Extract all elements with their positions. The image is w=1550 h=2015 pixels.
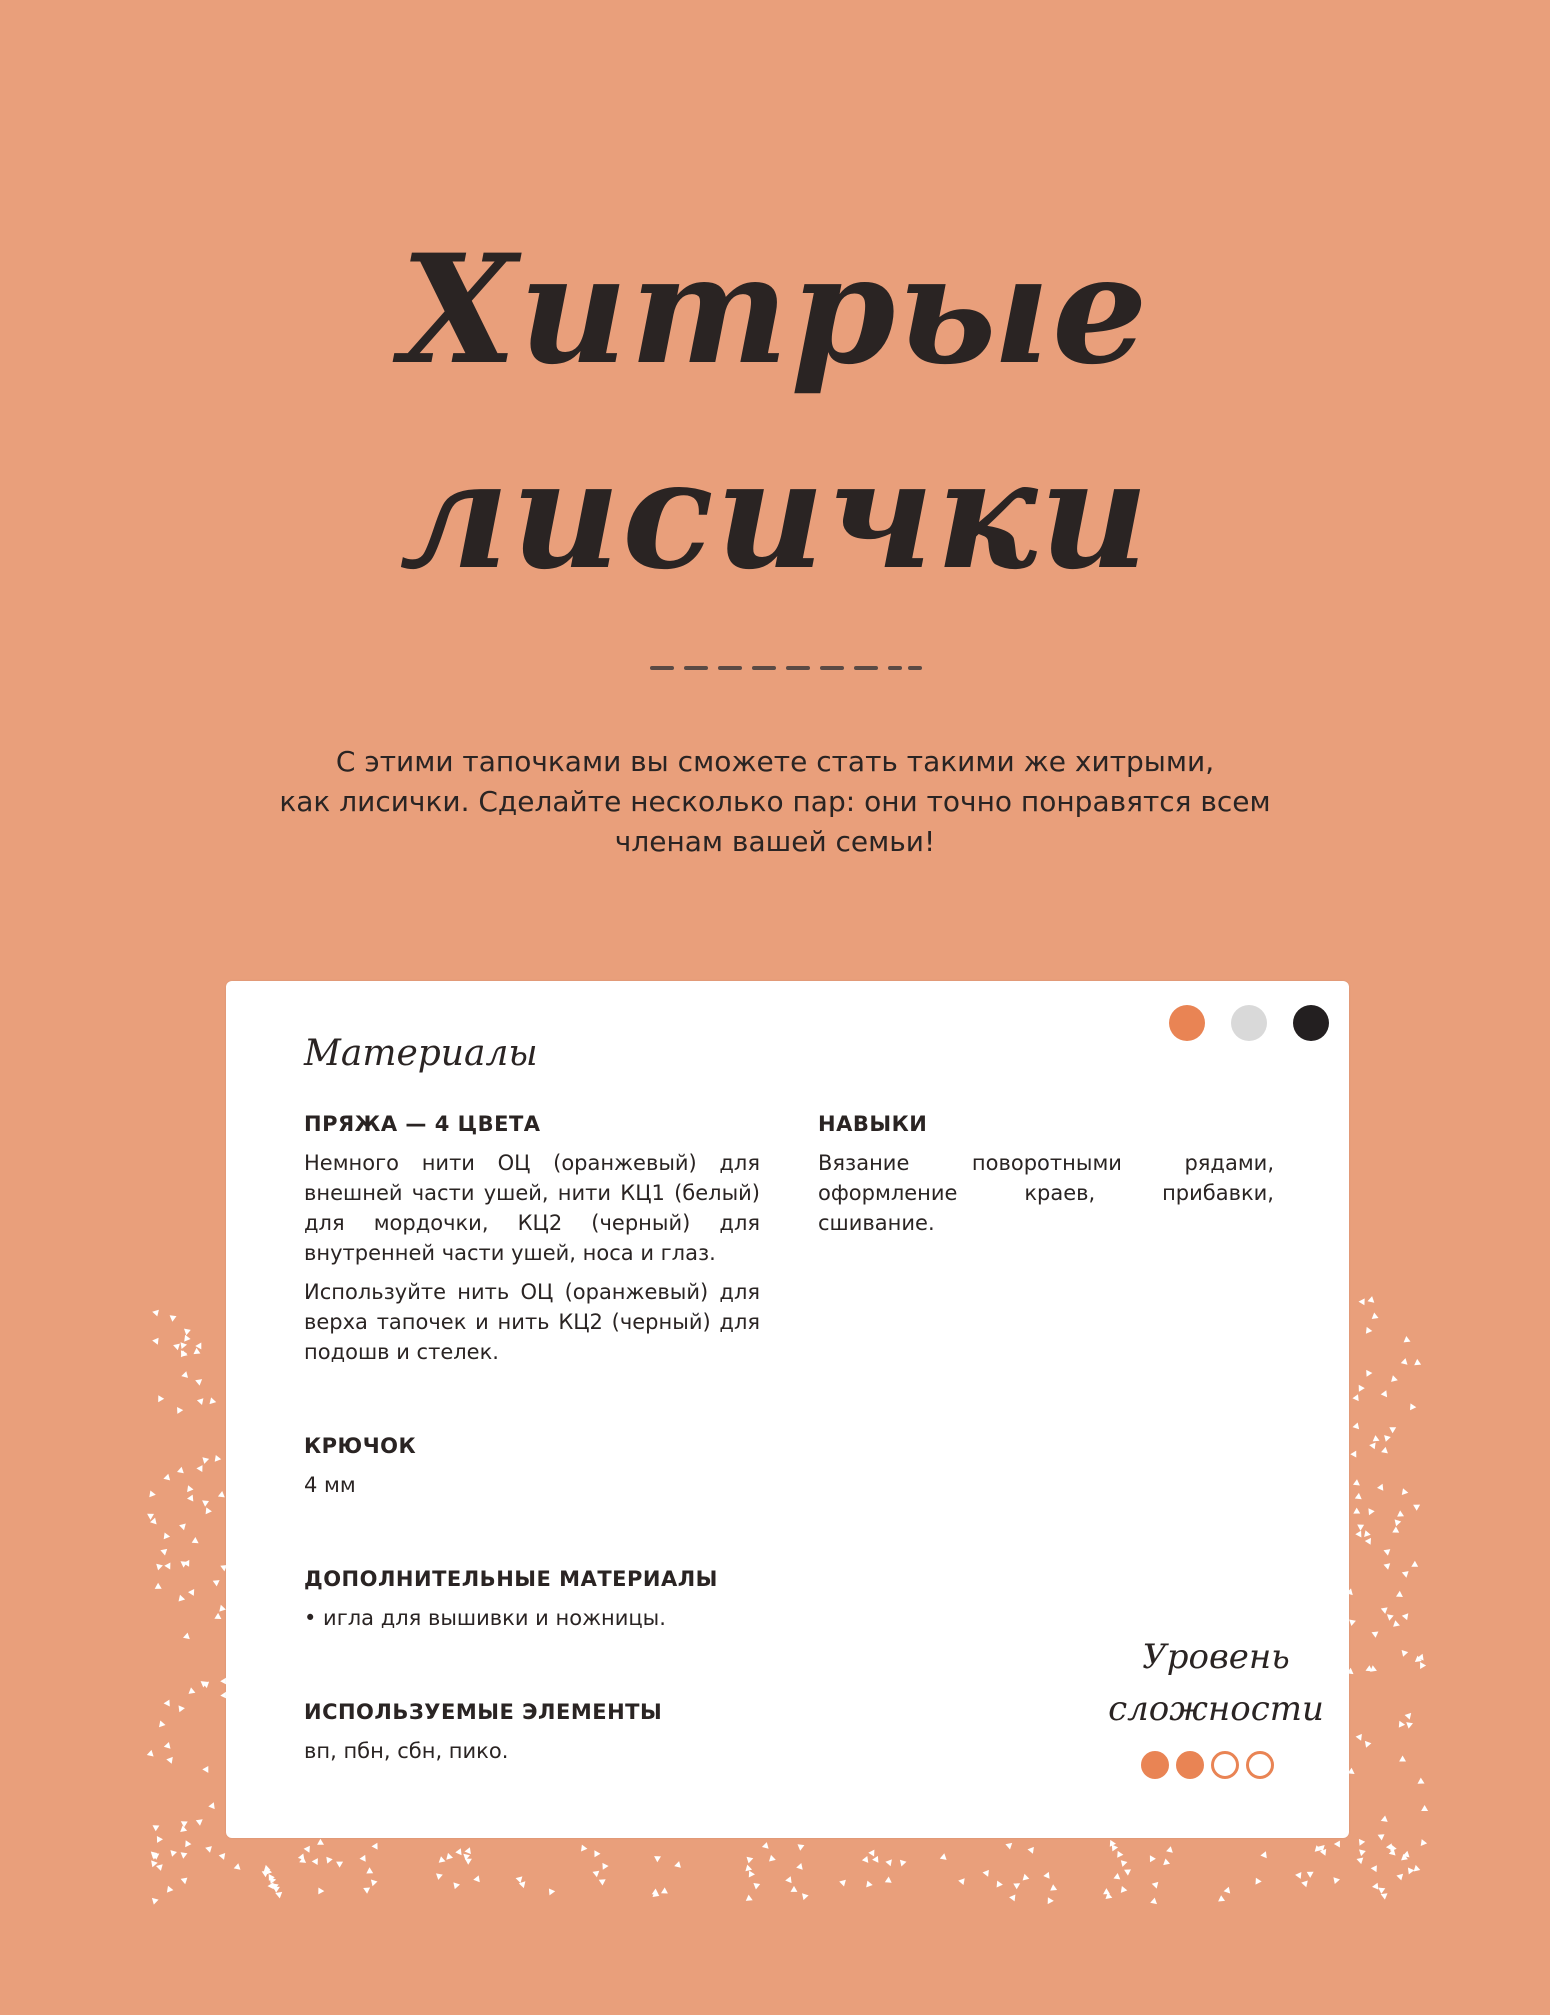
skills-title: НАВЫКИ <box>818 1112 928 1136</box>
confetti-mark <box>1256 1878 1262 1885</box>
confetti-mark <box>317 1839 324 1845</box>
confetti-mark <box>363 1888 370 1894</box>
confetti-mark <box>1384 1549 1391 1556</box>
confetti-mark <box>1406 1722 1413 1729</box>
confetti-mark <box>1391 1375 1398 1382</box>
confetti-mark <box>1359 1839 1365 1846</box>
extra-materials-title: ДОПОЛНИТЕЛЬНЫЕ МАТЕРИАЛЫ <box>304 1567 718 1591</box>
confetti-mark <box>1307 1872 1314 1878</box>
confetti-mark <box>1378 1888 1385 1894</box>
confetti-mark <box>885 1877 892 1883</box>
color-dot-black <box>1293 1005 1329 1041</box>
confetti-mark <box>1381 1893 1388 1899</box>
confetti-mark <box>189 1687 196 1694</box>
confetti-mark <box>1381 1816 1388 1822</box>
confetti-mark <box>184 1335 190 1342</box>
confetti-mark <box>366 1867 373 1873</box>
confetti-mark <box>674 1861 681 1868</box>
materials-heading: Материалы <box>304 1033 538 1074</box>
confetti-mark <box>1384 1563 1391 1570</box>
confetti-mark <box>360 1855 366 1862</box>
confetti-mark <box>1414 1359 1421 1365</box>
confetti-mark <box>160 1549 167 1556</box>
difficulty-label-line2: сложности <box>1108 1689 1324 1729</box>
confetti-mark <box>185 1840 191 1847</box>
confetti-mark <box>900 1860 907 1867</box>
confetti-mark <box>170 1850 177 1857</box>
skills-column <box>818 1112 1274 1247</box>
confetti-mark <box>184 1329 191 1336</box>
materials-column <box>304 1112 760 1775</box>
confetti-mark <box>181 1852 188 1858</box>
stitches-title: ИСПОЛЬЗУЕМЫЕ ЭЛЕМЕНТЫ <box>304 1700 663 1724</box>
intro-line: как лисички. Сделайте несколько пар: они точно понравятся всем <box>279 785 1271 818</box>
confetti-mark <box>753 1883 760 1890</box>
confetti-mark <box>997 1881 1003 1888</box>
confetti-mark <box>1402 1650 1409 1657</box>
confetti-mark <box>1353 1508 1360 1514</box>
confetti-mark <box>167 1886 174 1893</box>
stitches-list: вп, пбн, сбн, пико. <box>304 1739 509 1763</box>
confetti-mark <box>219 1853 226 1860</box>
confetti-mark <box>866 1881 873 1888</box>
confetti-mark <box>796 1863 803 1870</box>
confetti-mark <box>181 1350 187 1357</box>
confetti-mark <box>1048 1897 1054 1904</box>
confetti-mark <box>326 1857 332 1864</box>
hook-size: 4 мм <box>304 1473 356 1497</box>
confetti-mark <box>1013 1883 1020 1889</box>
confetti-mark <box>206 1507 212 1514</box>
confetti-mark <box>1366 1665 1373 1671</box>
confetti-mark <box>1414 1865 1421 1872</box>
confetti-mark <box>181 1821 188 1827</box>
confetti-mark <box>192 1537 199 1543</box>
confetti-mark <box>371 1880 378 1887</box>
confetti-mark <box>1381 1390 1387 1397</box>
confetti-mark <box>862 1856 868 1863</box>
page-title-line2: лисички <box>399 427 1151 603</box>
confetti-mark <box>1353 1479 1360 1485</box>
confetti-mark <box>1359 1298 1365 1305</box>
confetti-mark <box>1356 1734 1362 1741</box>
confetti-mark <box>202 1457 209 1464</box>
confetti-mark <box>594 1850 600 1857</box>
intro-line: членам вашей семьи! <box>614 825 936 858</box>
confetti-mark <box>208 1802 214 1809</box>
confetti-mark <box>446 1853 453 1860</box>
confetti-mark <box>1373 1435 1380 1441</box>
confetti-mark <box>275 1892 282 1899</box>
confetti-mark <box>1166 1846 1173 1853</box>
confetti-mark <box>187 1495 193 1502</box>
confetti-mark <box>197 1398 204 1405</box>
hook-title: КРЮЧОК <box>304 1434 417 1458</box>
confetti-mark <box>170 1315 177 1321</box>
confetti-mark <box>336 1862 343 1868</box>
confetti-mark <box>1368 1508 1374 1515</box>
confetti-mark <box>157 1836 163 1843</box>
confetti-mark <box>164 1563 170 1570</box>
confetti-mark <box>1387 1614 1394 1621</box>
confetti-mark <box>1393 1620 1400 1627</box>
confetti-mark <box>214 1613 221 1619</box>
confetti-mark <box>1401 1358 1408 1365</box>
confetti-mark <box>1381 1607 1388 1614</box>
confetti-mark <box>1399 1721 1405 1728</box>
confetti-mark <box>1152 1882 1159 1889</box>
confetti-mark <box>153 1825 160 1831</box>
extra-materials-item: • игла для вышивки и ножницы. <box>304 1606 666 1630</box>
confetti-mark <box>1402 1613 1409 1620</box>
confetti-mark <box>188 1589 194 1596</box>
confetti-mark <box>1357 1858 1364 1865</box>
confetti-mark <box>219 1605 226 1612</box>
confetti-mark <box>465 1859 472 1865</box>
confetti-mark <box>196 1819 203 1825</box>
confetti-mark <box>158 1395 164 1402</box>
confetti-mark <box>1413 1505 1420 1511</box>
confetti-mark <box>318 1888 324 1895</box>
difficulty-dot-filled <box>1141 1751 1169 1779</box>
confetti-mark <box>453 1882 460 1889</box>
confetti-mark <box>1355 1531 1361 1538</box>
confetti-mark <box>1352 1394 1358 1401</box>
confetti-mark <box>872 1856 878 1863</box>
confetti-mark <box>654 1856 661 1862</box>
confetti-mark <box>1392 1527 1399 1533</box>
confetti-mark <box>1418 1778 1425 1784</box>
confetti-mark <box>549 1889 555 1896</box>
confetti-mark <box>234 1863 241 1870</box>
confetti-mark <box>1124 1869 1131 1875</box>
confetti-mark <box>156 1564 163 1571</box>
confetti-mark <box>593 1871 600 1878</box>
confetti-mark <box>1163 1859 1170 1866</box>
confetti-mark <box>195 1343 201 1350</box>
confetti-mark <box>1372 1883 1378 1890</box>
confetti-mark <box>187 1485 193 1492</box>
confetti-mark <box>1396 1874 1403 1881</box>
confetti-mark <box>195 1379 202 1386</box>
confetti-mark <box>312 1858 318 1865</box>
confetti-mark <box>1402 1571 1409 1578</box>
confetti-mark <box>1334 1841 1340 1848</box>
confetti-mark <box>1405 1713 1412 1720</box>
confetti-mark <box>1350 1451 1356 1458</box>
confetti-mark <box>745 1865 752 1872</box>
confetti-mark <box>181 1878 188 1885</box>
yarn-title: ПРЯЖА — 4 ЦВЕТА <box>304 1112 541 1136</box>
confetti-mark <box>152 1338 158 1345</box>
confetti-mark <box>194 1348 201 1354</box>
confetti-mark <box>581 1845 587 1852</box>
confetti-mark <box>1333 1877 1340 1884</box>
confetti-mark <box>1369 1443 1375 1450</box>
confetti-mark <box>749 1871 755 1878</box>
confetti-mark <box>1420 1662 1426 1669</box>
confetti-mark <box>1408 1868 1414 1875</box>
confetti-mark <box>1359 1385 1365 1392</box>
confetti-mark <box>439 1856 446 1863</box>
confetti-mark <box>436 1873 443 1880</box>
confetti-mark <box>983 1870 989 1877</box>
confetti-mark <box>1301 1881 1308 1888</box>
confetti-mark <box>1396 1591 1403 1597</box>
confetti-mark <box>149 1491 156 1498</box>
confetti-mark <box>885 1859 892 1866</box>
confetti-mark <box>1368 1296 1375 1303</box>
confetti-mark <box>599 1879 606 1885</box>
confetti-mark <box>1005 1843 1012 1850</box>
confetti-mark <box>1355 1493 1362 1499</box>
confetti-mark <box>273 1887 280 1893</box>
yarn-usage: Используйте нить ОЦ (оранжевый) для верха тапочек и нить КЦ2 (черный) для подошв и стелек. <box>304 1280 760 1364</box>
confetti-mark <box>1359 1849 1366 1856</box>
confetti-mark <box>802 1893 809 1900</box>
confetti-mark <box>602 1863 608 1870</box>
confetti-mark <box>147 1750 154 1757</box>
confetti-mark <box>1365 1741 1372 1748</box>
difficulty-dot-empty <box>1246 1751 1274 1779</box>
materials-card <box>226 981 1349 1838</box>
confetti-mark <box>147 1514 154 1520</box>
confetti-mark <box>1050 1884 1057 1890</box>
confetti-mark <box>1404 1336 1411 1342</box>
page-title-line1: Хитрые <box>400 222 1150 398</box>
confetti-mark <box>1349 1620 1356 1627</box>
confetti-mark <box>1028 1847 1034 1854</box>
confetti-mark <box>202 1766 208 1773</box>
difficulty-dot-filled <box>1176 1751 1204 1779</box>
confetti-mark <box>1043 1872 1049 1879</box>
confetti-mark <box>1371 1865 1377 1872</box>
confetti-mark <box>166 1757 173 1764</box>
confetti-mark <box>1372 1632 1379 1638</box>
confetti-mark <box>159 1721 166 1728</box>
confetti-mark <box>473 1875 480 1882</box>
yarn-description: Немного нити ОЦ (оранжевый) для внешней части ушей, нити КЦ1 (белый) для мордочки, КЦ2 (черный) для внутренней части ушей, носа и глаз. <box>304 1151 760 1265</box>
confetti-mark <box>839 1880 846 1887</box>
confetti-mark <box>164 1533 170 1540</box>
confetti-mark <box>1386 1843 1392 1850</box>
confetti-mark <box>1103 1888 1110 1894</box>
confetti-mark <box>1117 1851 1123 1858</box>
confetti-mark <box>1023 1874 1030 1881</box>
confetti-mark <box>785 1876 791 1883</box>
confetti-mark <box>1365 1538 1371 1545</box>
skills-description: Вязание поворотными рядами, оформление краев, прибавки, сшивание. <box>818 1151 1274 1235</box>
confetti-mark <box>1381 1447 1388 1454</box>
difficulty-label-line1: Уровень <box>1142 1637 1290 1677</box>
confetti-mark <box>661 1887 668 1893</box>
confetti-mark <box>1114 1873 1121 1879</box>
confetti-mark <box>455 1848 461 1855</box>
confetti-mark <box>1218 1895 1225 1901</box>
confetti-mark <box>164 1742 171 1749</box>
confetti-mark <box>183 1633 190 1640</box>
confetti-mark <box>769 1855 776 1862</box>
confetti-mark <box>1389 1427 1396 1433</box>
confetti-mark <box>177 1407 183 1414</box>
intro-line: С этими тапочками вы сможете стать такими же хитрыми, <box>335 745 1215 778</box>
confetti-mark <box>372 1843 378 1850</box>
confetti-mark <box>1357 1525 1364 1531</box>
confetti-mark <box>177 1467 184 1474</box>
confetti-mark <box>1112 1845 1118 1852</box>
confetti-mark <box>798 1844 805 1850</box>
confetti-mark <box>1421 1839 1427 1846</box>
confetti-mark <box>1372 1313 1379 1320</box>
confetti-mark <box>181 1342 188 1349</box>
confetti-mark <box>215 1455 222 1462</box>
confetti-mark <box>163 1474 170 1481</box>
confetti-mark <box>164 1700 170 1707</box>
color-dot-grey <box>1231 1005 1267 1041</box>
confetti-mark <box>1260 1851 1266 1858</box>
confetti-mark <box>156 1864 163 1871</box>
confetti-mark <box>1150 1898 1157 1905</box>
confetti-mark <box>868 1850 874 1857</box>
confetti-mark <box>1224 1887 1231 1894</box>
confetti-mark <box>179 1524 186 1531</box>
confetti-mark <box>1402 1488 1409 1495</box>
confetti-mark <box>152 1310 159 1317</box>
confetti-mark <box>1397 1510 1404 1516</box>
confetti-mark <box>218 1491 225 1497</box>
confetti-mark <box>268 1882 274 1889</box>
confetti-mark <box>179 1705 185 1712</box>
confetti-mark <box>1364 1530 1371 1537</box>
confetti-mark <box>1384 1435 1391 1442</box>
confetti-mark <box>205 1846 212 1853</box>
confetti-mark <box>1421 1805 1428 1811</box>
confetti-mark <box>181 1371 188 1378</box>
confetti-mark <box>1366 1327 1372 1334</box>
confetti-mark <box>746 1895 753 1901</box>
confetti-mark <box>747 1857 754 1864</box>
confetti-mark <box>1411 1561 1418 1567</box>
confetti-mark <box>196 1465 202 1472</box>
confetti-mark <box>1378 1834 1385 1840</box>
confetti-mark <box>210 1397 217 1404</box>
difficulty-dot-empty <box>1211 1751 1239 1779</box>
confetti-mark <box>1377 1484 1383 1491</box>
confetti-mark <box>958 1878 965 1885</box>
confetti-mark <box>1410 1403 1416 1410</box>
confetti-mark <box>762 1842 769 1849</box>
difficulty-label <box>1106 1631 1326 1735</box>
confetti-mark <box>1399 1756 1406 1762</box>
confetti-mark <box>791 1886 798 1892</box>
confetti-mark <box>152 1898 159 1905</box>
confetti-mark <box>940 1853 947 1860</box>
confetti-mark <box>155 1583 162 1589</box>
confetti-mark <box>519 1881 526 1888</box>
confetti-mark <box>1009 1895 1015 1902</box>
confetti-mark <box>173 1344 180 1351</box>
confetti-mark <box>465 1847 471 1854</box>
confetti-mark <box>1121 1860 1128 1867</box>
confetti-mark <box>516 1876 523 1883</box>
confetti-mark <box>213 1580 220 1586</box>
confetti-mark <box>304 1846 310 1853</box>
confetti-mark <box>1295 1872 1301 1879</box>
confetti-mark <box>1366 1370 1372 1377</box>
confetti-mark <box>1121 1886 1128 1893</box>
color-dot-orange <box>1169 1005 1205 1041</box>
confetti-mark <box>1395 1519 1402 1526</box>
confetti-mark <box>1353 1423 1360 1430</box>
confetti-mark <box>1150 1855 1156 1862</box>
confetti-mark <box>179 1595 186 1602</box>
confetti-mark <box>202 1500 209 1506</box>
